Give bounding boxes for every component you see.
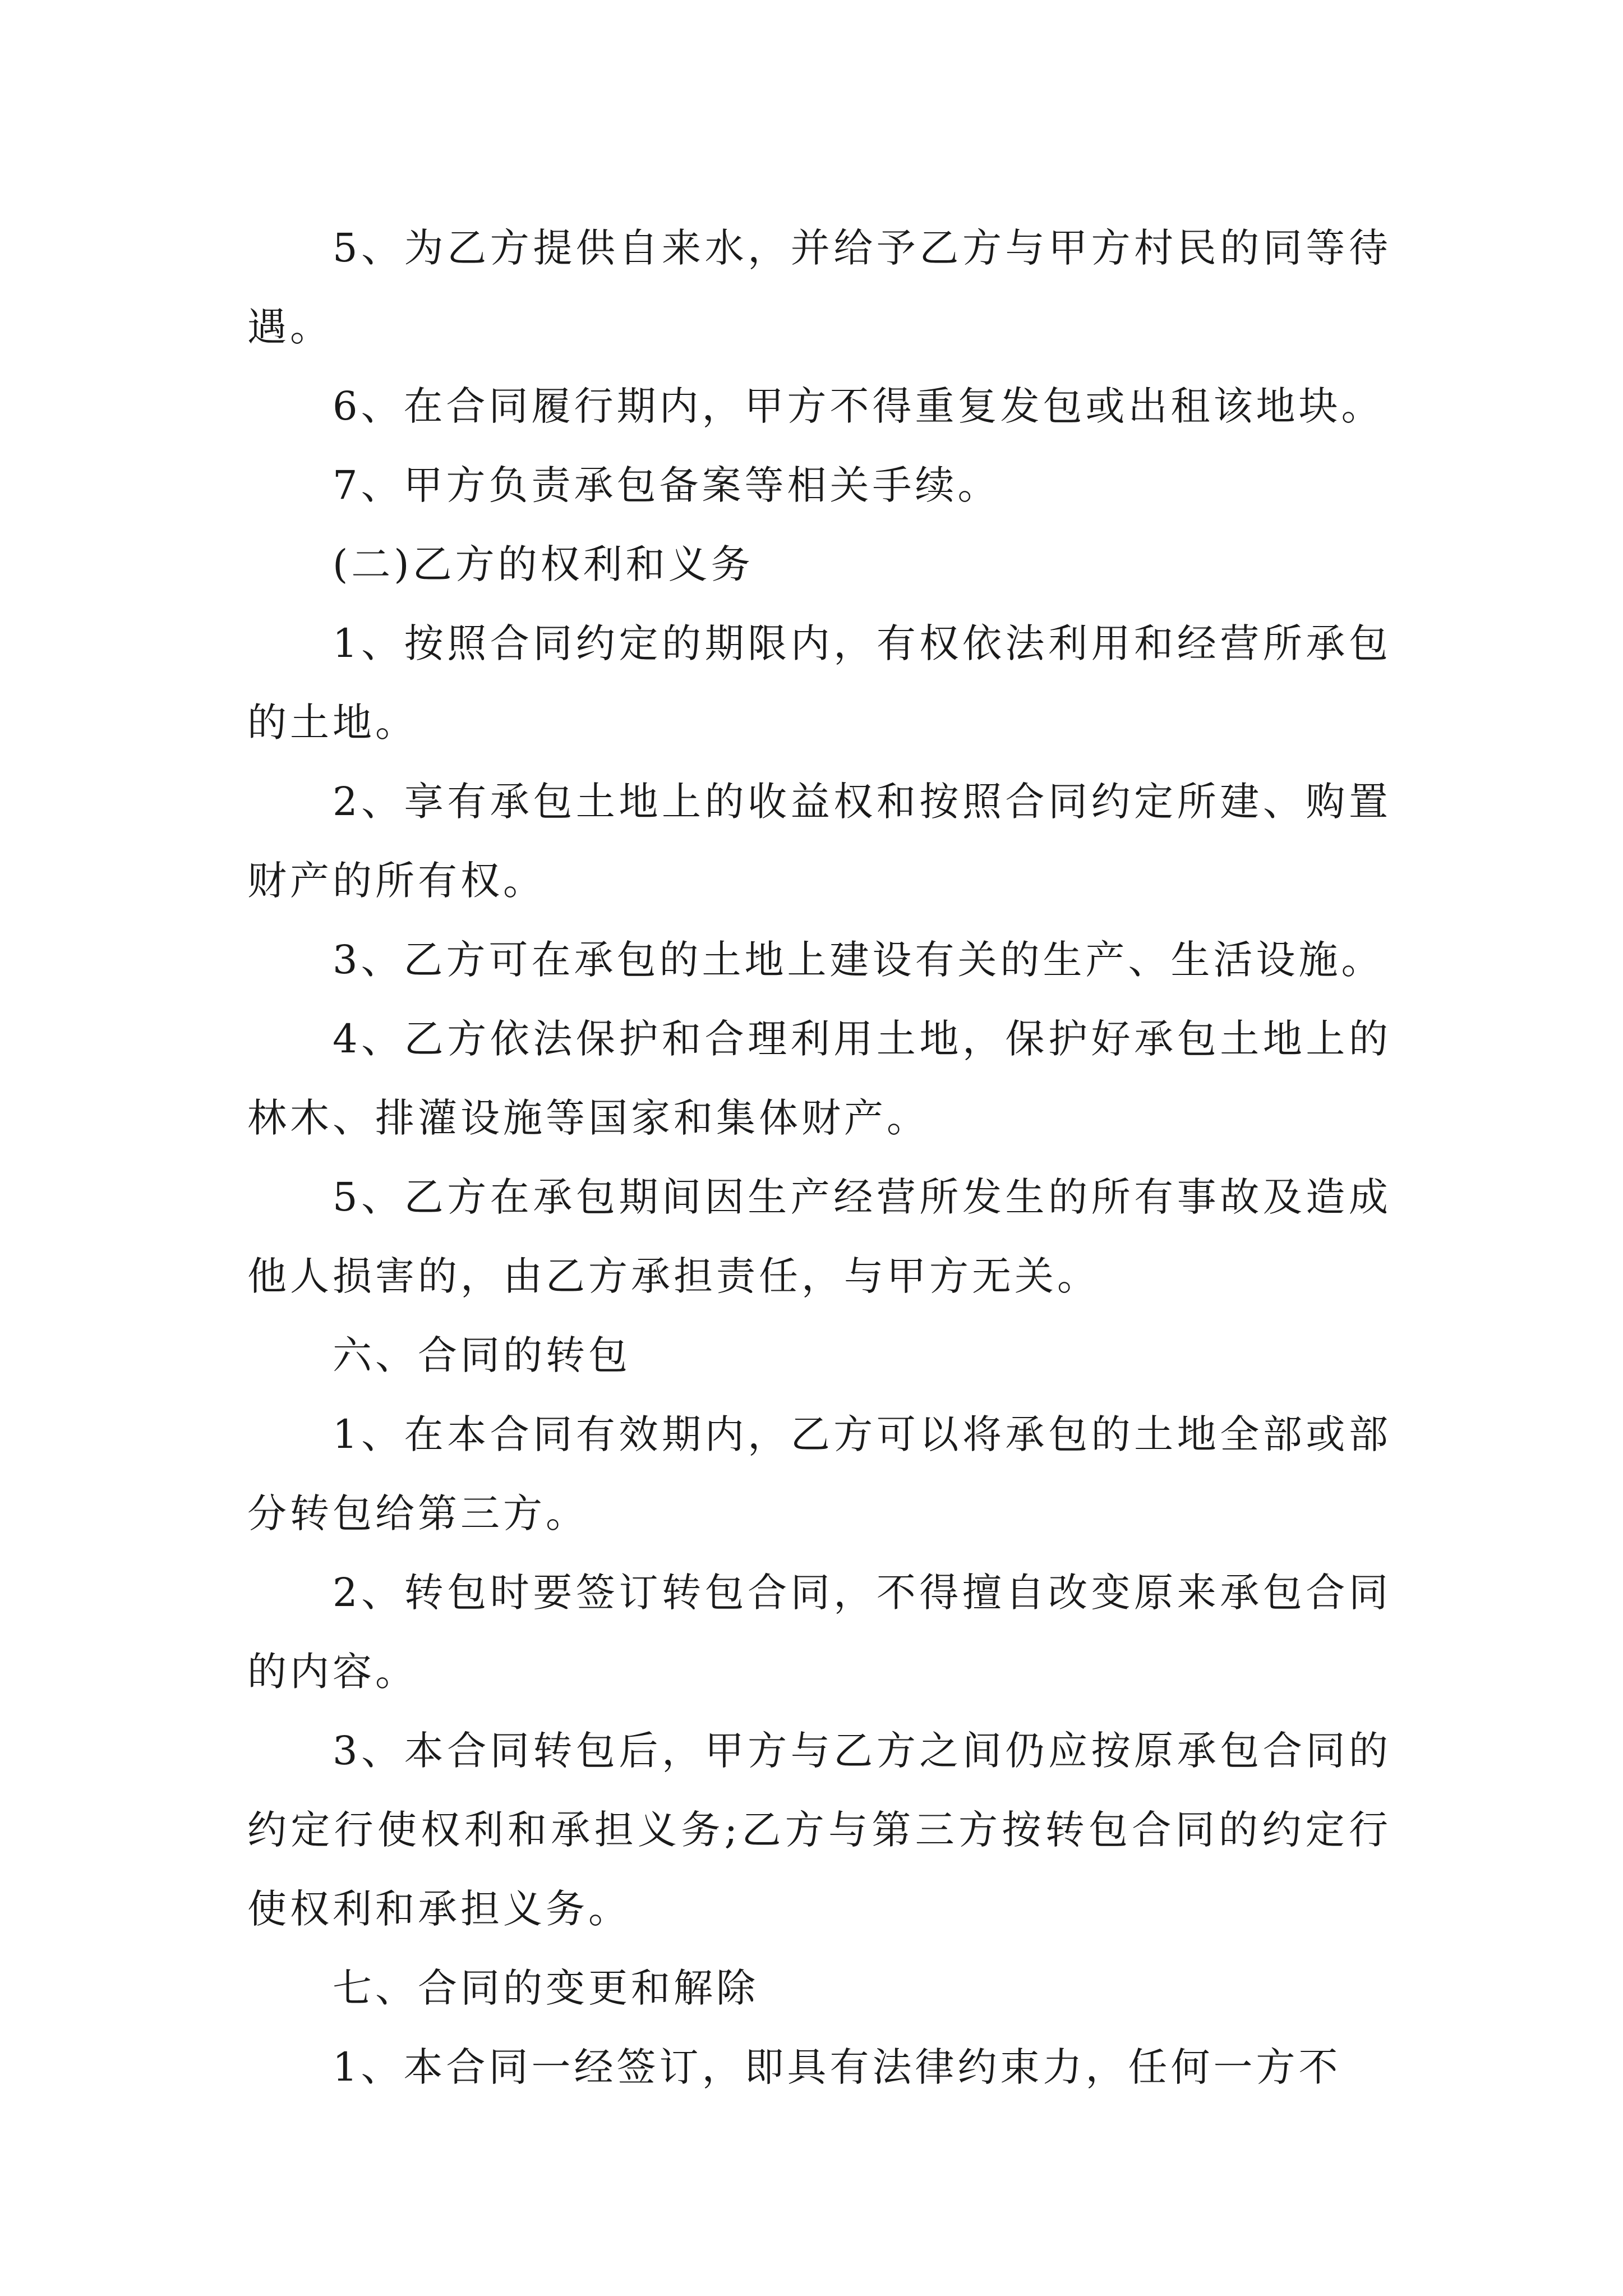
- paragraph-subcontract-clause-3: 3、本合同转包后，甲方与乙方之间仍应按原承包合同的约定行使权利和承担义务;乙方与第三方按转包合同的约定行使权利和承担义务。: [247, 1728, 1391, 1932]
- paragraph-subcontract-clause-2: 2、转包时要签订转包合同，不得擅自改变原来承包合同的内容。: [247, 1570, 1391, 1695]
- paragraph-clause-6-no-repeat-lease: 6、在合同履行期内，甲方不得重复发包或出租该地块。: [333, 383, 1384, 429]
- paragraph-party-b-clause-3: 3、乙方可在承包的土地上建设有关的生产、生活设施。: [333, 937, 1384, 983]
- paragraph-clause-7-filing: 7、甲方负责承包备案等相关手续。: [333, 462, 1000, 508]
- section-heading-subcontracting: 六、合同的转包: [333, 1332, 631, 1378]
- paragraph-party-b-clause-5: 5、乙方在承包期间因生产经营所发生的所有事故及造成他人损害的，由乙方承担责任，与甲方无关。: [247, 1174, 1391, 1299]
- paragraph-subcontract-clause-1: 1、在本合同有效期内，乙方可以将承包的土地全部或部分转包给第三方。: [247, 1411, 1391, 1536]
- contract-text-body: [247, 209, 1391, 2107]
- section-heading-party-b-rights: (二)乙方的权利和义务: [333, 541, 754, 587]
- paragraph-party-b-clause-2: 2、享有承包土地上的收益权和按照合同约定所建、购置财产的所有权。: [247, 779, 1391, 904]
- section-heading-change-and-termination: 七、合同的变更和解除: [333, 1965, 759, 2011]
- paragraph-change-clause-1: 1、本合同一经签订，即具有法律约束力，任何一方不: [333, 2044, 1341, 2090]
- paragraph-party-b-clause-1: 1、按照合同约定的期限内，有权依法利用和经营所承包的土地。: [247, 620, 1391, 746]
- paragraph-party-b-clause-4: 4、乙方依法保护和合理利用土地，保护好承包土地上的林木、排灌设施等国家和集体财产。: [247, 1016, 1391, 1141]
- paragraph-clause-5-water-supply: 5、为乙方提供自来水，并给予乙方与甲方村民的同等待遇。: [247, 225, 1391, 350]
